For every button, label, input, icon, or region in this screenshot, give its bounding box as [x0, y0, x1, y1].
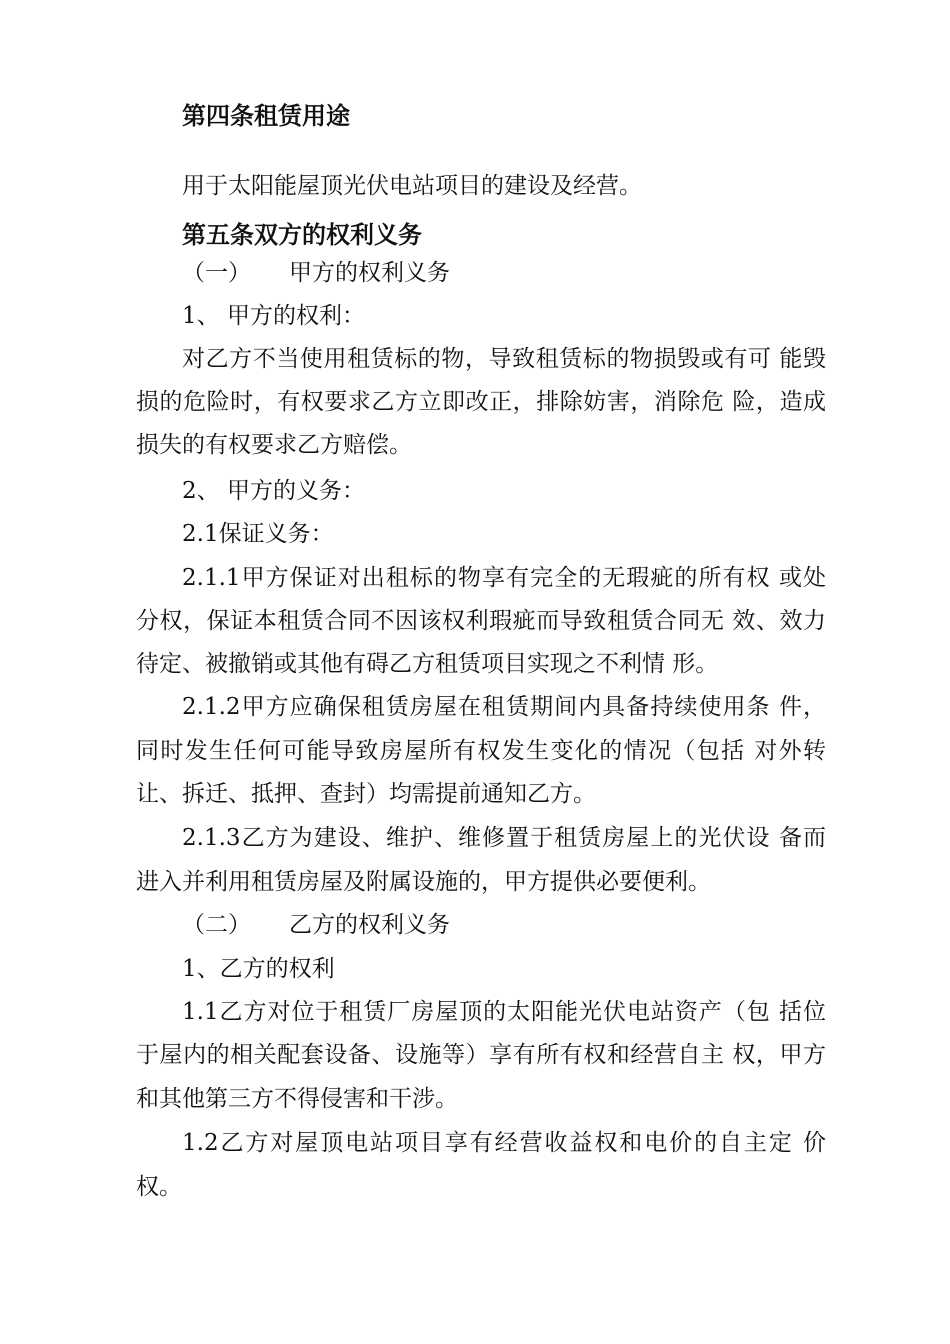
party-a-rights-line-2: 损的危险时，有权要求乙方立即改正，排除妨害，消除危 险，造成: [136, 389, 826, 415]
clause-2-1-3-line-1: 2.1.3乙方为建设、维护、维修置于租赁房屋上的光伏设 备而: [182, 825, 826, 851]
section-2-label: （二）: [182, 912, 251, 938]
clause-1-1-line-1: 1.1乙方对位于租赁厂房屋顶的太阳能光伏电站资产（包 括位: [182, 999, 826, 1025]
clause-1-1-line-2: 于屋内的相关配套设备、设施等）享有所有权和经营自主 权，甲方: [136, 1042, 826, 1068]
clause-2-1-1-line-1: 2.1.1甲方保证对出租标的物享有完全的无瑕疵的所有权 或处: [182, 565, 826, 591]
clause-1-1-line-3: 和其他第三方不得侵害和干涉。: [136, 1086, 458, 1112]
clause-2-1-2-line-2: 同时发生任何可能导致房屋所有权发生变化的情况（包括 对外转: [136, 738, 826, 764]
clause-1-2-line-2: 权。: [136, 1174, 182, 1200]
article-5-heading: 第五条双方的权利义务: [182, 221, 422, 249]
party-a-duties-heading: 2、 甲方的义务：: [182, 478, 365, 504]
clause-2-1-1-line-3: 待定、被撤销或其他有碍乙方租赁项目实现之不利情 形。: [136, 651, 719, 677]
party-b-rights-heading: 1、乙方的权利: [182, 956, 335, 982]
clause-2-1-2-line-3: 让、拆迁、抵押、查封）均需提前通知乙方。: [136, 781, 596, 807]
article-4-heading: 第四条租赁用途: [182, 102, 350, 130]
party-a-rights-heading: 1、 甲方的权利：: [182, 303, 365, 329]
clause-1-2-line-1: 1.2乙方对屋顶电站项目享有经营收益权和电价的自主定 价: [182, 1130, 826, 1156]
party-a-rights-line-3: 损失的有权要求乙方赔偿。: [136, 432, 412, 458]
clause-2-1-2-line-1: 2.1.2甲方应确保租赁房屋在租赁期间内具备持续使用条 件，: [182, 694, 826, 720]
clause-2-1-3-line-2: 进入并利用租赁房屋及附属设施的，甲方提供必要便利。: [136, 869, 711, 895]
party-a-rights-line-1: 对乙方不当使用租赁标的物，导致租赁标的物损毁或有可 能毁: [182, 346, 826, 372]
section-1-title: 甲方的权利义务: [289, 260, 450, 286]
clause-2-1-1-line-2: 分权，保证本租赁合同不因该权利瑕疵而导致租赁合同无 效、效力: [136, 608, 826, 634]
section-1-label: （一）: [182, 260, 251, 286]
guarantee-heading: 2.1保证义务：: [182, 521, 334, 547]
section-2-title: 乙方的权利义务: [289, 912, 450, 938]
purpose-paragraph: 用于太阳能屋顶光伏电站项目的建设及经营。: [182, 173, 642, 199]
